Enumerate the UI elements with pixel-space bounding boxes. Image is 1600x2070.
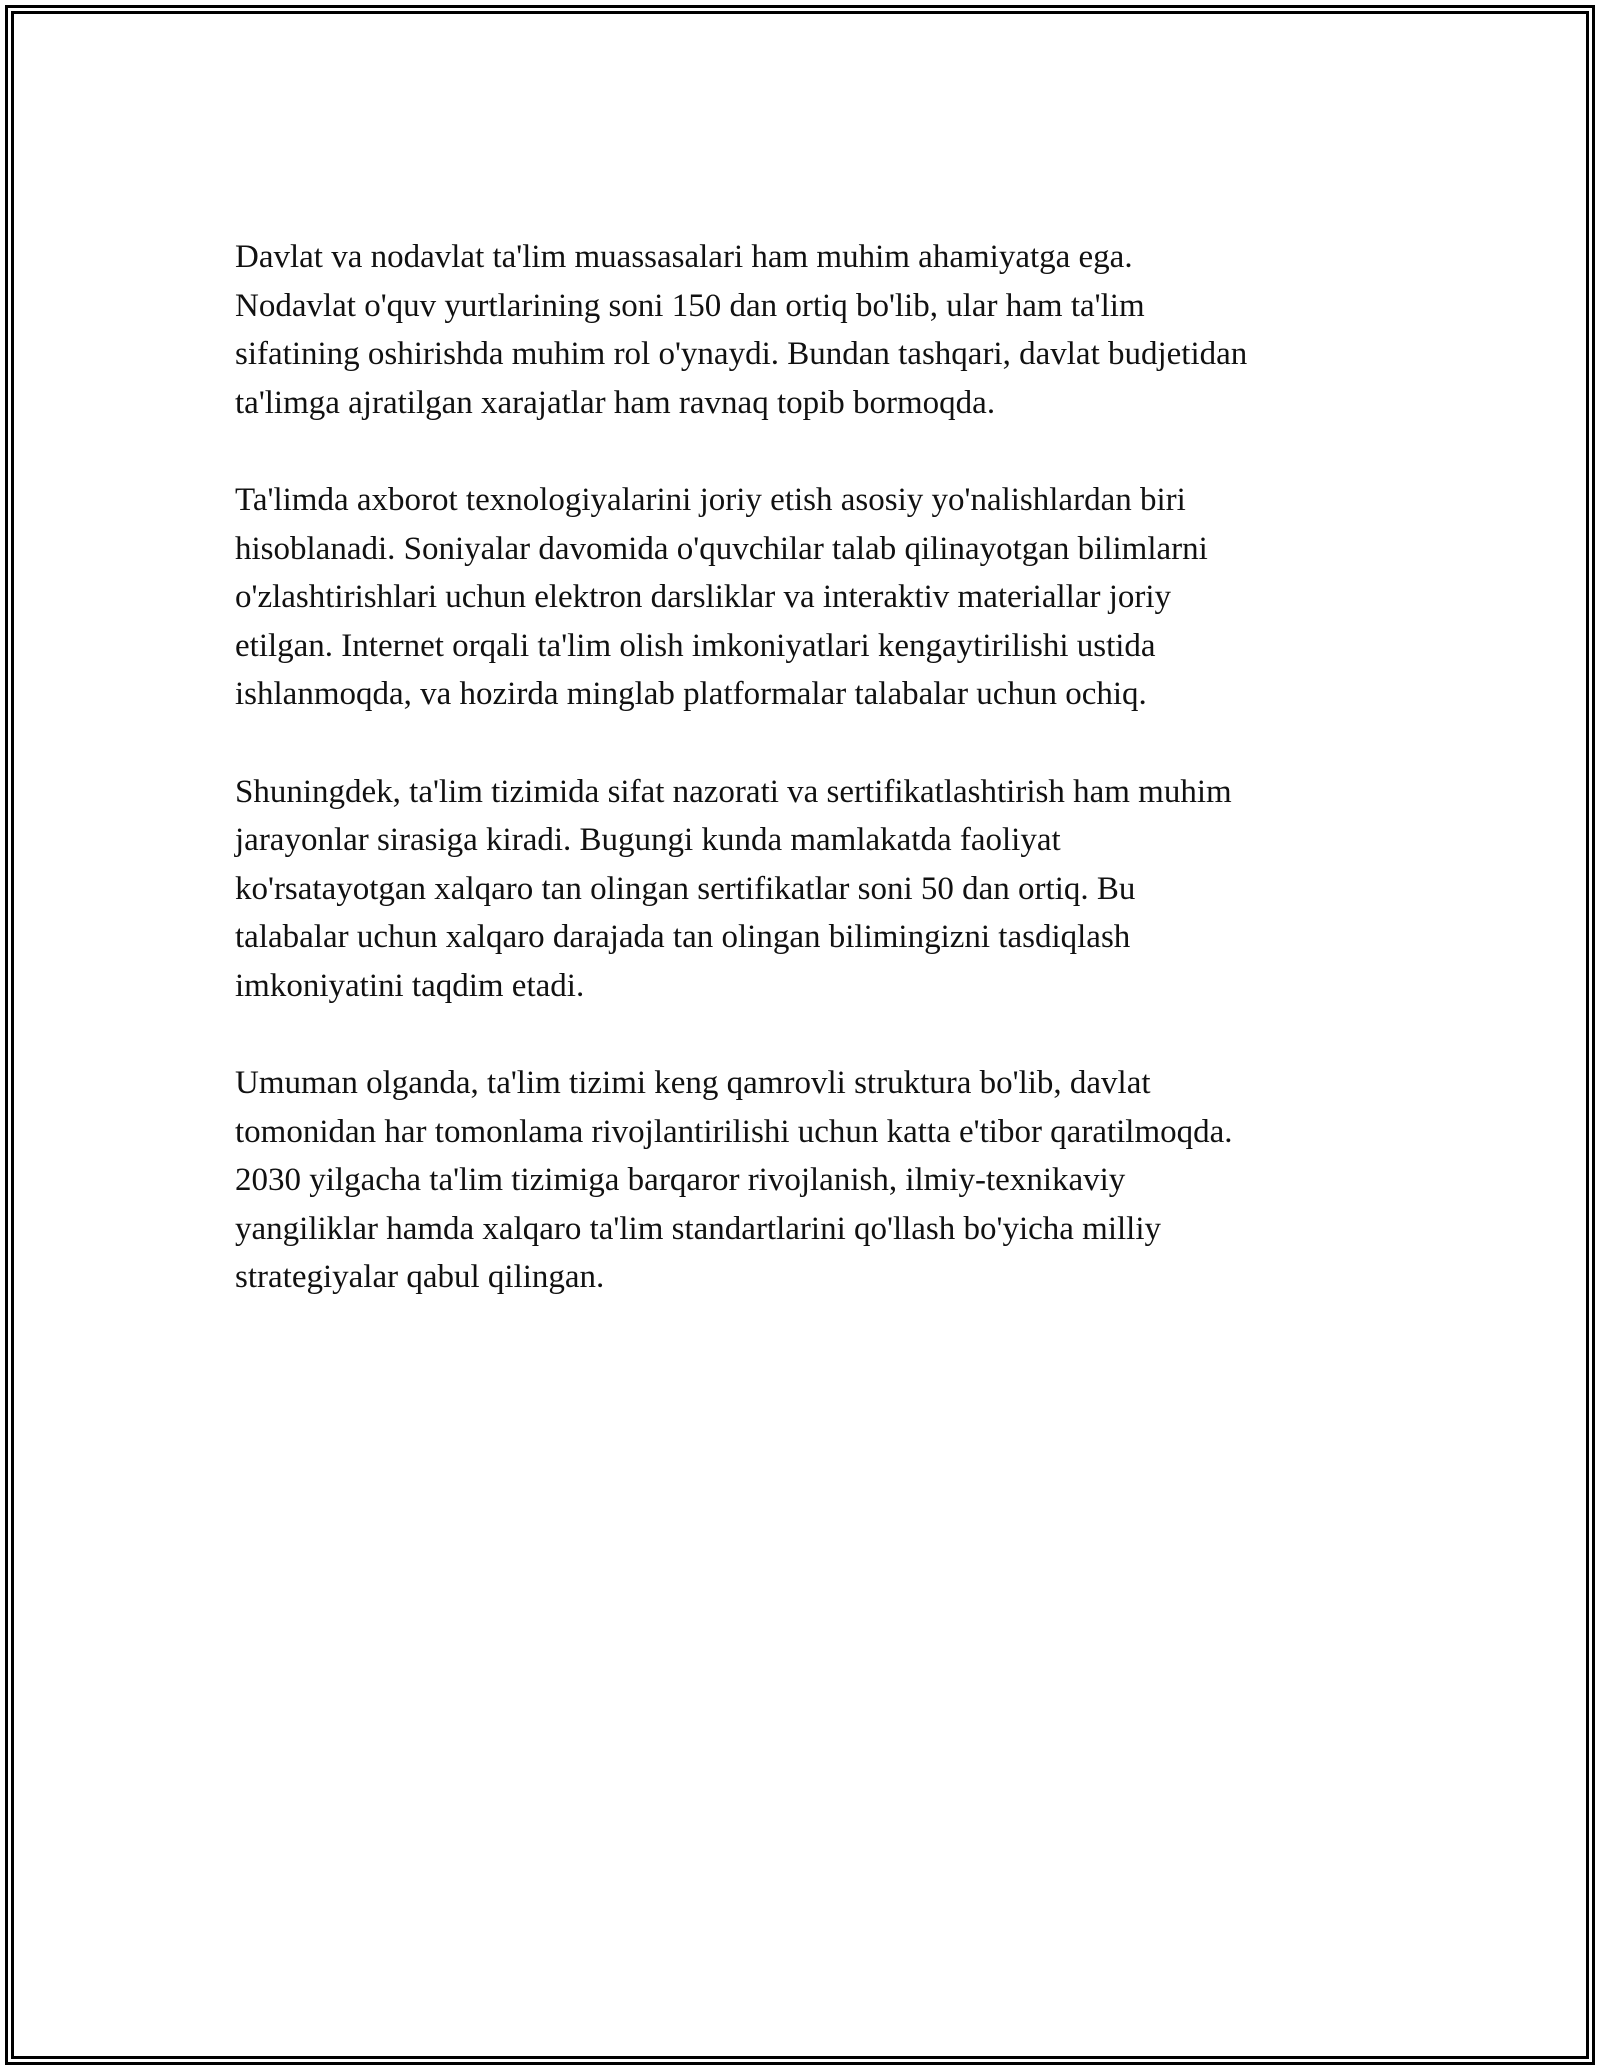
paragraph-4 <box>235 1059 1395 1302</box>
paragraph-2 <box>235 476 1395 719</box>
paragraph-line: Umuman olganda, ta'lim tizimi keng qamrovli struktura bo'lib, davlat <box>235 1065 1151 1101</box>
paragraph-line: etilgan. Internet orqali ta'lim olish imkoniyatlari kengaytirilishi ustida <box>235 627 1156 664</box>
paragraph-line: Davlat va nodavlat ta'lim muassasalari ham muhim ahamiyatga ega. <box>235 239 1133 275</box>
paragraph-3 <box>235 768 1395 1011</box>
paragraph-line: yangiliklar hamda xalqaro ta'lim standartlarini qo'llash bo'yicha milliy <box>235 1210 1162 1247</box>
paragraph-line: ko'rsatayotgan xalqaro tan olingan sertifikatlar soni 50 dan ortiq. Bu <box>235 870 1136 907</box>
paragraph-line: hisoblanadi. Soniyalar davomida o'quvchilar talab qilinayotgan bilimlarni <box>235 530 1208 567</box>
paragraph-line: 2030 yilgacha ta'lim tizimiga barqaror rivojlanish, ilmiy-texnikaviy <box>235 1162 1126 1198</box>
document-body <box>235 233 1395 1351</box>
paragraph-line: Shuningdek, ta'lim tizimida sifat nazorati va sertifikatlashtirish ham muhim <box>235 773 1232 810</box>
paragraph-line: Nodavlat o'quv yurtlarining soni 150 dan ortiq bo'lib, ular ham ta'lim <box>235 287 1145 324</box>
paragraph-line: Ta'limda axborot texnologiyalarini joriy etish asosiy yo'nalishlardan biri <box>235 482 1186 518</box>
paragraph-line: strategiyalar qabul qilingan. <box>235 1259 605 1295</box>
paragraph-line: imkoniyatini taqdim etadi. <box>235 967 585 1004</box>
paragraph-line: ishlanmoqda, va hozirda minglab platformalar talabalar uchun ochiq. <box>235 676 1147 712</box>
paragraph-line: tomonidan har tomonlama rivojlantirilishi uchun katta e'tibor qaratilmoqda. <box>235 1113 1233 1150</box>
paragraph-line: jarayonlar sirasiga kiradi. Bugungi kunda mamlakatda faoliyat <box>235 822 1061 858</box>
paragraph-line: ta'limga ajratilgan xarajatlar ham ravnaq topib bormoqda. <box>235 384 996 421</box>
paragraph-1 <box>235 233 1395 427</box>
paragraph-line: o'zlashtirishlari uchun elektron darsliklar va interaktiv materiallar joriy <box>235 579 1172 615</box>
paragraph-line: sifatining oshirishda muhim rol o'ynaydi. Bundan tashqari, davlat budjetidan <box>235 336 1248 372</box>
paragraph-line: talabalar uchun xalqaro darajada tan olingan bilimingizni tasdiqlash <box>235 919 1131 955</box>
